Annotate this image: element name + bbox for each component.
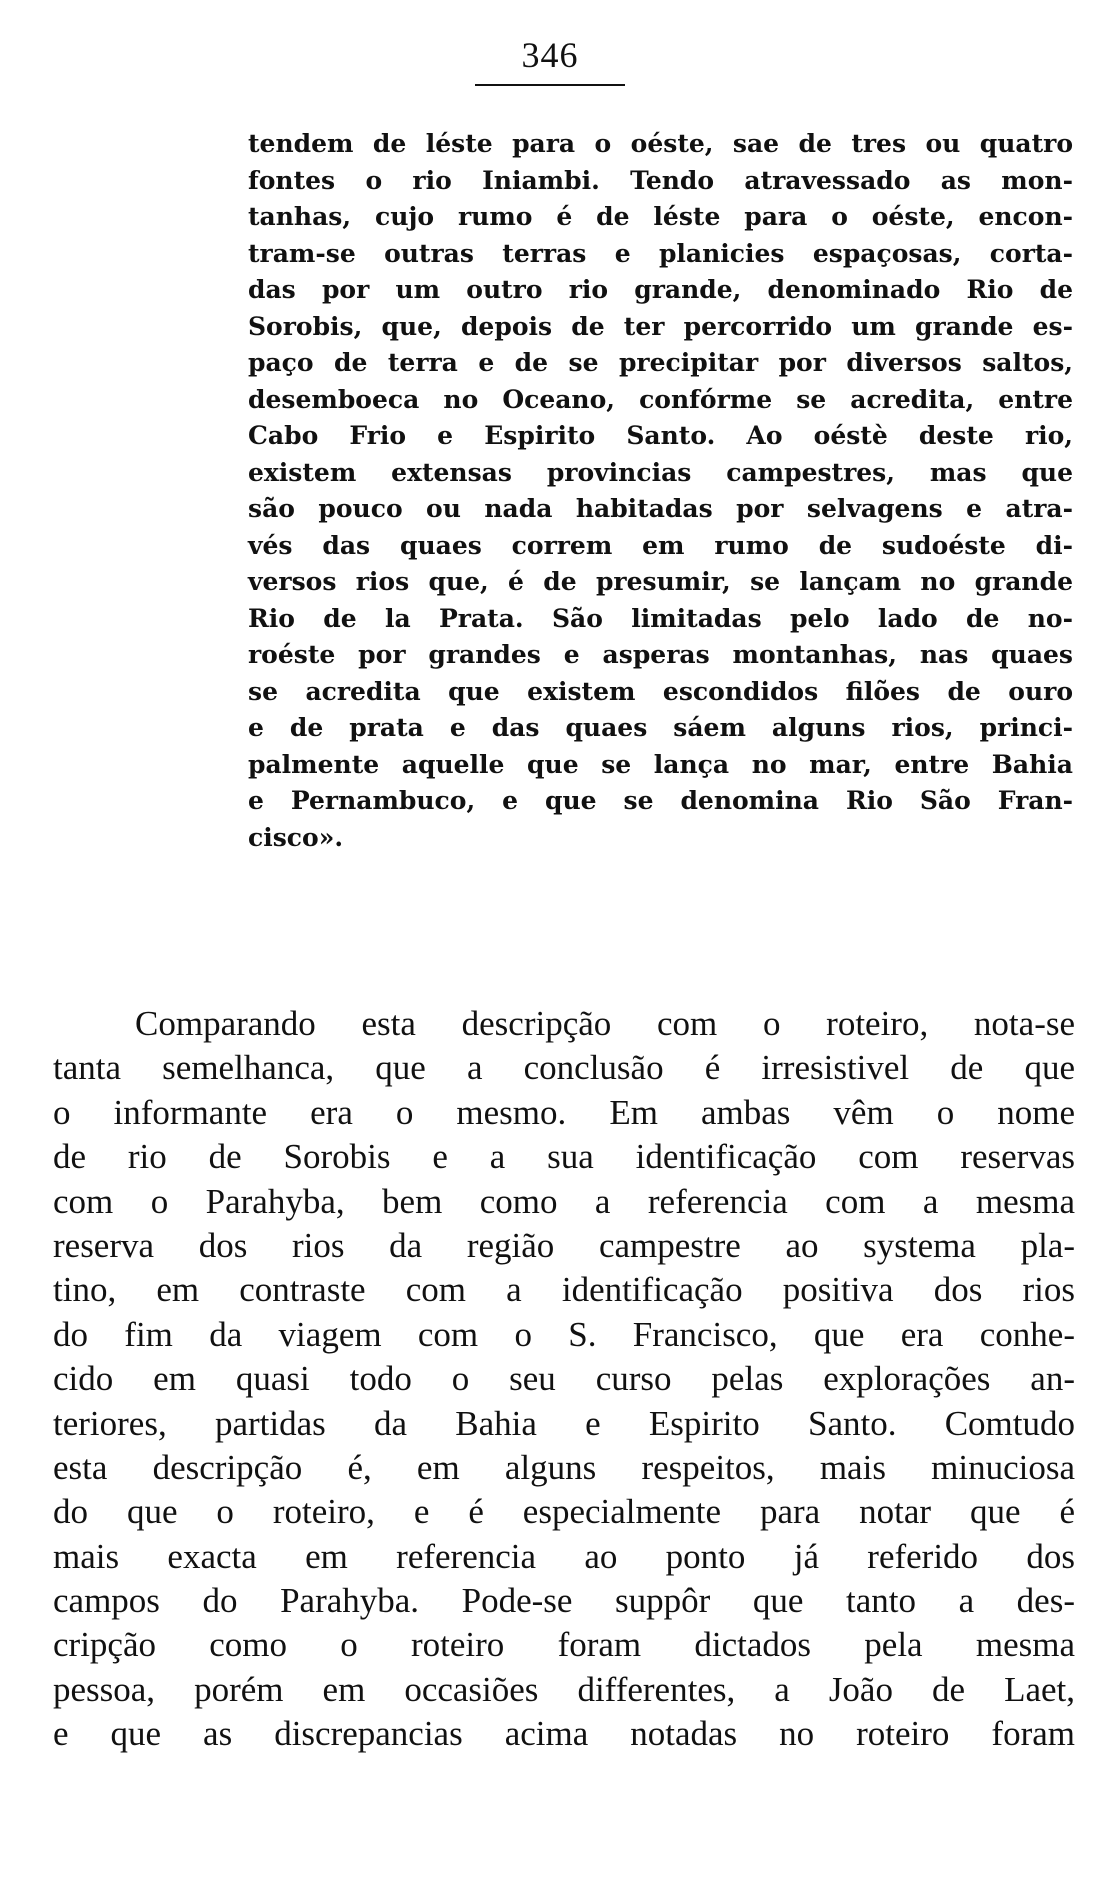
quote-line: existem extensas provincias campestres, mas que <box>248 457 1073 487</box>
body-line: Comparando esta descripção com o roteiro, nota-se <box>135 1004 1075 1043</box>
quote-line: desemboeca no Oceano, confórme se acredita, entre <box>248 384 1073 414</box>
body-line: reserva dos rios da região campestre ao systema pla- <box>53 1225 1075 1265</box>
header-rule <box>475 84 625 86</box>
quote-line: se acredita que existem escondidos filões de ouro <box>248 676 1073 706</box>
quote-line: das por um outro rio grande, denominado Rio de <box>248 275 1073 304</box>
body-line: campos do Parahyba. Pode-se suppôr que tanto a des- <box>53 1581 1075 1621</box>
quote-line: vés das quaes correm em rumo de sudoéste di- <box>248 530 1073 560</box>
quote-line: e de prata e das quaes sáem alguns rios, princi- <box>248 713 1073 742</box>
quote-line: tanhas, cujo rumo é de léste para o oéste, encon- <box>248 202 1073 231</box>
quote-line: Rio de la Prata. São limitadas pelo lado de no- <box>248 603 1073 633</box>
quote-line: tendem de léste para o oéste, sae de tres ou quatro <box>248 129 1073 158</box>
body-line: o informante era o mesmo. Em ambas vêm o nome <box>53 1092 1075 1132</box>
quoted-passage <box>248 126 1073 856</box>
page-number: 346 <box>521 35 579 75</box>
quote-line: Cabo Frio e Espirito Santo. Ao oéstè deste rio, <box>248 421 1073 450</box>
quote-line: cisco». <box>248 822 344 852</box>
body-line: esta descripção é, em alguns respeitos, mais minuciosa <box>53 1447 1075 1487</box>
body-line: com o Parahyba, bem como a referencia com a mesma <box>53 1181 1075 1221</box>
body-line: e que as discrepancias acima notadas no roteiro foram <box>53 1714 1075 1754</box>
body-line: tino, em contraste com a identificação positiva dos rios <box>53 1270 1075 1310</box>
quote-line: e Pernambuco, e que se denomina Rio São Fran- <box>248 786 1073 815</box>
quote-line: paço de terra e de se precipitar por diversos saltos, <box>248 348 1073 377</box>
quote-line: roéste por grandes e asperas montanhas, nas quaes <box>248 640 1073 669</box>
body-line: tanta semelhanca, que a conclusão é irresistivel de que <box>53 1048 1075 1088</box>
body-line: pessoa, porém em occasiões differentes, a João de Laet, <box>53 1669 1075 1709</box>
quote-line: Sorobis, que, depois de ter percorrido um grande es- <box>248 311 1073 341</box>
body-line: cido em quasi todo o seu curso pelas explorações an- <box>53 1359 1075 1399</box>
body-line: teriores, partidas da Bahia e Espirito Santo. Comtudo <box>53 1403 1075 1443</box>
body-line: do que o roteiro, e é especialmente para notar que é <box>53 1492 1075 1532</box>
body-line: de rio de Sorobis e a sua identificação com reservas <box>53 1137 1075 1177</box>
quote-line: palmente aquelle que se lança no mar, entre Bahia <box>248 749 1073 779</box>
quote-line: versos rios que, é de presumir, se lançam no grande <box>248 567 1073 596</box>
quote-line: fontes o rio Iniambi. Tendo atravessado as mon- <box>248 165 1073 195</box>
body-line: mais exacta em referencia ao ponto já referido dos <box>53 1536 1075 1576</box>
body-line: cripção como o roteiro foram dictados pela mesma <box>53 1625 1075 1665</box>
body-line: do fim da viagem com o S. Francisco, que era conhe- <box>53 1314 1075 1354</box>
body-paragraph <box>53 1002 1075 1757</box>
quote-line: são pouco ou nada habitadas por selvagens e atra- <box>248 494 1073 523</box>
quote-line: tram-se outras terras e planicies espaçosas, corta- <box>248 238 1073 268</box>
